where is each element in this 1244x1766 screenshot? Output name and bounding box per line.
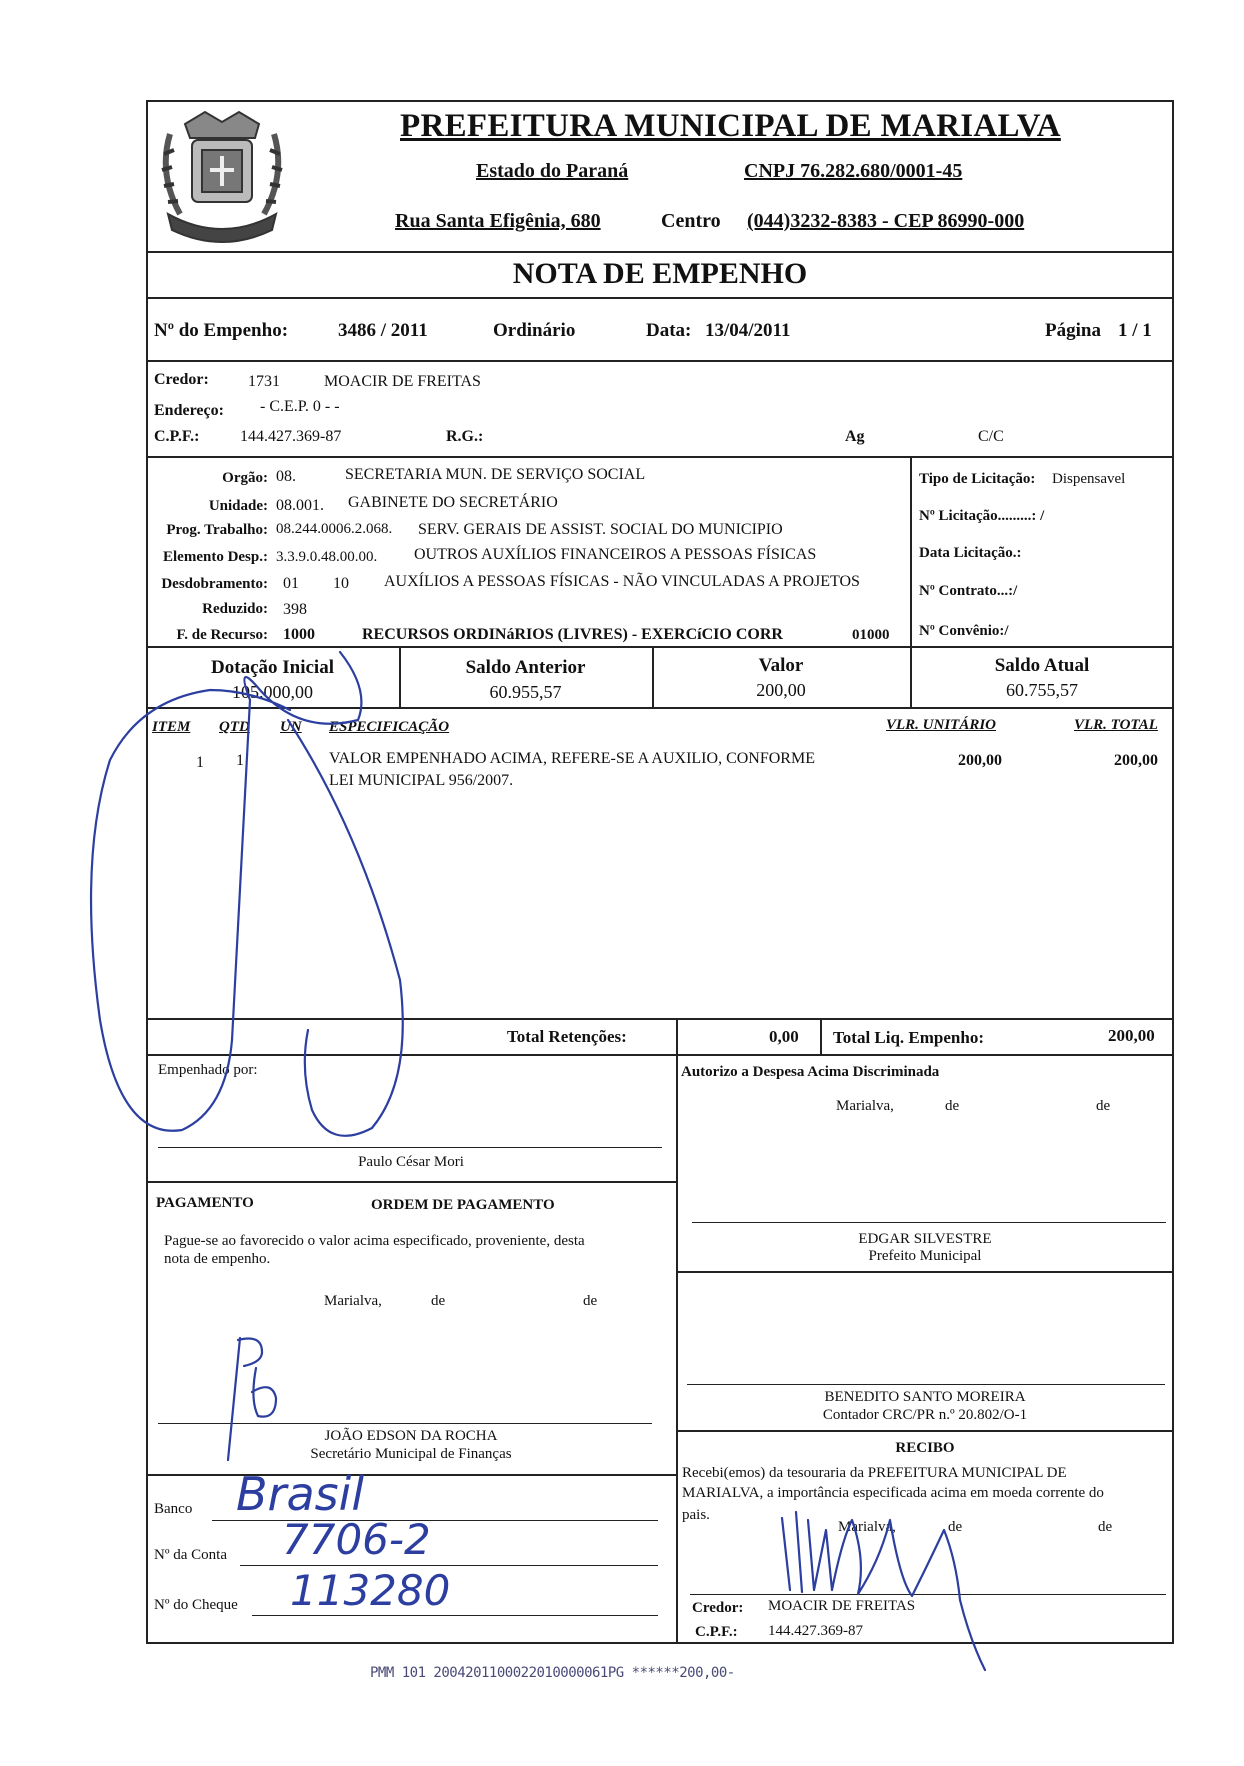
municipality-title: PREFEITURA MUNICIPAL DE MARIALVA: [400, 108, 1061, 144]
pagamento-de2: de: [583, 1293, 598, 1309]
elemento-code: 3.3.9.0.48.00.00.: [276, 549, 378, 565]
autorizo-de2: de: [1096, 1098, 1111, 1114]
rg-label: R.G.:: [446, 428, 484, 445]
signature-line: [687, 1384, 1165, 1385]
elemento-label: Elemento Desp.:: [163, 549, 268, 565]
dotacao-label: Dotação Inicial: [211, 657, 334, 678]
retencoes-label: Total Retenções:: [507, 1027, 627, 1046]
elemento-name: OUTROS AUXÍLIOS FINANCEIROS A PESSOAS FÍSICAS: [414, 546, 817, 563]
divider: [820, 1018, 822, 1054]
desdobramento-code1: 01: [283, 575, 299, 592]
empenho-date: 13/04/2011: [705, 320, 791, 341]
pagamento-text-line2: nota de empenho.: [164, 1251, 271, 1267]
item-vlr-unit: 200,00: [958, 752, 1002, 769]
page-number: 1 / 1: [1118, 320, 1152, 341]
address: Rua Santa Efigênia, 680: [395, 210, 601, 232]
liquido-label: Total Liq. Empenho:: [833, 1028, 984, 1047]
un-column-header: UN: [280, 719, 302, 735]
orgao-code: 08.: [276, 468, 296, 485]
credor-cpf: 144.427.369-87: [240, 428, 342, 445]
recibo-city: Marialva,: [838, 1519, 896, 1535]
divider: [146, 456, 1174, 458]
secretario-role: Secretário Municipal de Finanças: [310, 1446, 512, 1462]
empenho-date-label: Data:: [646, 320, 692, 341]
agency-label: Ag: [845, 428, 865, 445]
liquido-value: 200,00: [1108, 1026, 1155, 1045]
autorizo-de1: de: [945, 1098, 960, 1114]
numero-convenio: Nº Convênio:/: [919, 623, 1009, 639]
divider: [146, 251, 1174, 253]
state-name: Estado do Paraná: [476, 160, 629, 182]
divider: [146, 297, 1174, 299]
empenhado-por-label: Empenhado por:: [158, 1062, 258, 1078]
item-espec-line1: VALOR EMPENHADO ACIMA, REFERE-SE A AUXILIO, CONFORME: [329, 750, 815, 767]
saldo-atual-label: Saldo Atual: [994, 655, 1090, 676]
recibo-text-line3: pais.: [682, 1507, 710, 1523]
empenho-number-label: Nº do Empenho:: [154, 320, 289, 341]
banco-label: Banco: [154, 1501, 193, 1517]
prefeito-name: EDGAR SILVESTRE: [858, 1231, 992, 1247]
valor-label: Valor: [758, 655, 804, 676]
dotacao-value: 105.000,00: [232, 682, 313, 702]
item-qtd: 1: [236, 752, 244, 769]
account-label: C/C: [978, 428, 1004, 445]
item-number: 1: [196, 754, 204, 771]
prefeito-role: Prefeito Municipal: [868, 1248, 982, 1264]
banco-handwritten: Brasil: [236, 1467, 365, 1521]
credor-code: 1731: [248, 373, 280, 390]
recibo-de1: de: [948, 1519, 963, 1535]
cnpj: CNPJ 76.282.680/0001-45: [744, 160, 963, 182]
unidade-name: GABINETE DO SECRETÁRIO: [348, 494, 558, 511]
empenhado-por-name: Paulo César Mori: [358, 1154, 464, 1170]
pagamento-label: PAGAMENTO: [156, 1195, 254, 1211]
cheque-label: Nº do Cheque: [154, 1597, 238, 1613]
recurso-name: RECURSOS ORDINáRIOS (LIVRES) - EXERCíCIO CORR: [362, 626, 783, 643]
recibo-de2: de: [1098, 1519, 1113, 1535]
prog-trabalho-name: SERV. GERAIS DE ASSIST. SOCIAL DO MUNICIPIO: [418, 521, 783, 538]
retencoes-value: 0,00: [769, 1027, 799, 1046]
signature-line: [690, 1594, 1166, 1595]
numero-licitacao: Nº Licitação.........: /: [919, 508, 1045, 524]
desdobramento-label: Desdobramento:: [161, 576, 268, 592]
reduzido-label: Reduzido:: [202, 601, 268, 617]
reduzido-value: 398: [283, 601, 307, 618]
contador-name: BENEDITO SANTO MOREIRA: [824, 1389, 1026, 1405]
recurso-label: F. de Recurso:: [176, 627, 268, 643]
divider: [910, 456, 912, 646]
divider: [146, 1181, 676, 1183]
valor-value: 200,00: [756, 680, 806, 700]
contador-role: Contador CRC/PR n.º 20.802/O-1: [822, 1407, 1028, 1423]
data-licitacao: Data Licitação.:: [919, 545, 1022, 561]
saldo-atual-value: 60.755,57: [1006, 680, 1078, 700]
recibo-cpf-label: C.P.F.:: [695, 1624, 738, 1640]
recibo-credor-label: Credor:: [692, 1600, 744, 1616]
recibo-text-line2: MARIALVA, a importância especificada acima em moeda corrente do: [682, 1485, 1104, 1501]
divider: [146, 1018, 1174, 1020]
document-title: NOTA DE EMPENHO: [512, 257, 808, 290]
secretario-name: JOÃO EDSON DA ROCHA: [324, 1428, 498, 1444]
credor-address: - C.E.P. 0 - -: [260, 398, 340, 415]
municipal-coat-of-arms-icon: [150, 104, 295, 249]
recibo-text-line1: Recebi(emos) da tesouraria da PREFEITURA MUNICIPAL DE: [682, 1465, 1067, 1481]
saldo-anterior-label: Saldo Anterior: [465, 657, 586, 678]
divider: [676, 1018, 678, 1644]
prog-trabalho-code: 08.244.0006.2.068.: [276, 521, 393, 537]
conta-label: Nº da Conta: [154, 1547, 227, 1563]
orgao-name: SECRETARIA MUN. DE SERVIÇO SOCIAL: [345, 466, 646, 483]
item-column-header: ITEM: [152, 719, 191, 735]
divider: [676, 1430, 1174, 1432]
prog-trabalho-label: Prog. Trabalho:: [166, 522, 268, 538]
signature-line: [158, 1423, 652, 1424]
divider: [146, 707, 1174, 709]
tipo-licitacao-label: Tipo de Licitação:: [919, 471, 1036, 487]
item-vlr-total: 200,00: [1114, 752, 1158, 769]
pagamento-text-line1: Pague-se ao favorecido o valor acima especificado, proveniente, desta: [164, 1233, 585, 1249]
ordem-pagamento-label: ORDEM DE PAGAMENTO: [371, 1197, 555, 1213]
recibo-label: RECIBO: [895, 1440, 955, 1456]
address-label: Endereço:: [154, 402, 224, 419]
divider: [676, 1271, 1174, 1273]
signature-line: [158, 1147, 662, 1148]
empenho-type: Ordinário: [493, 320, 576, 341]
qtd-column-header: QTD: [219, 719, 250, 735]
autorizo-city: Marialva,: [836, 1098, 894, 1114]
unidade-code: 08.001.: [276, 497, 324, 514]
saldo-anterior-value: 60.955,57: [489, 682, 562, 702]
vlr-total-column-header: VLR. TOTAL: [1074, 717, 1158, 733]
espec-column-header: ESPECIFICAÇÃO: [329, 719, 450, 735]
numero-contrato: Nº Contrato...:/: [919, 583, 1018, 599]
recibo-credor: MOACIR DE FREITAS: [768, 1598, 916, 1614]
footer-control-code: PMM 101 2004201100022010000061PG ******200,00-: [370, 1665, 735, 1681]
recurso-code: 1000: [283, 626, 315, 643]
divider: [146, 646, 1174, 648]
tipo-licitacao: Dispensavel: [1052, 471, 1126, 487]
orgao-label: Orgão:: [222, 470, 268, 486]
recurso-code2: 01000: [852, 627, 890, 643]
divider: [146, 1054, 1174, 1056]
divider: [146, 360, 1174, 362]
credor-name: MOACIR DE FREITAS: [324, 373, 481, 390]
pagamento-city: Marialva,: [324, 1293, 382, 1309]
recibo-cpf: 144.427.369-87: [768, 1623, 863, 1639]
cheque-line: [252, 1615, 658, 1616]
unidade-label: Unidade:: [208, 498, 268, 514]
signature-line: [692, 1222, 1166, 1223]
phone-cep: (044)3232-8383 - CEP 86990-000: [747, 210, 1025, 232]
conta-handwritten: 7706-2: [282, 1515, 431, 1564]
cheque-handwritten: 113280: [290, 1566, 451, 1615]
divider: [146, 1474, 676, 1476]
page-label: Página: [1045, 320, 1101, 341]
district: Centro: [661, 210, 721, 232]
item-espec-line2: LEI MUNICIPAL 956/2007.: [329, 772, 514, 789]
cpf-label: C.P.F.:: [154, 428, 200, 445]
desdobramento-code2: 10: [333, 575, 349, 592]
empenho-number: 3486 / 2011: [338, 320, 428, 341]
desdobramento-name: AUXÍLIOS A PESSOAS FÍSICAS - NÃO VINCULADAS A PROJETOS: [384, 573, 860, 590]
vlr-unit-column-header: VLR. UNITÁRIO: [886, 717, 997, 733]
credor-label: Credor:: [154, 371, 209, 388]
pagamento-de1: de: [431, 1293, 446, 1309]
autorizo-label: Autorizo a Despesa Acima Discriminada: [681, 1064, 940, 1080]
